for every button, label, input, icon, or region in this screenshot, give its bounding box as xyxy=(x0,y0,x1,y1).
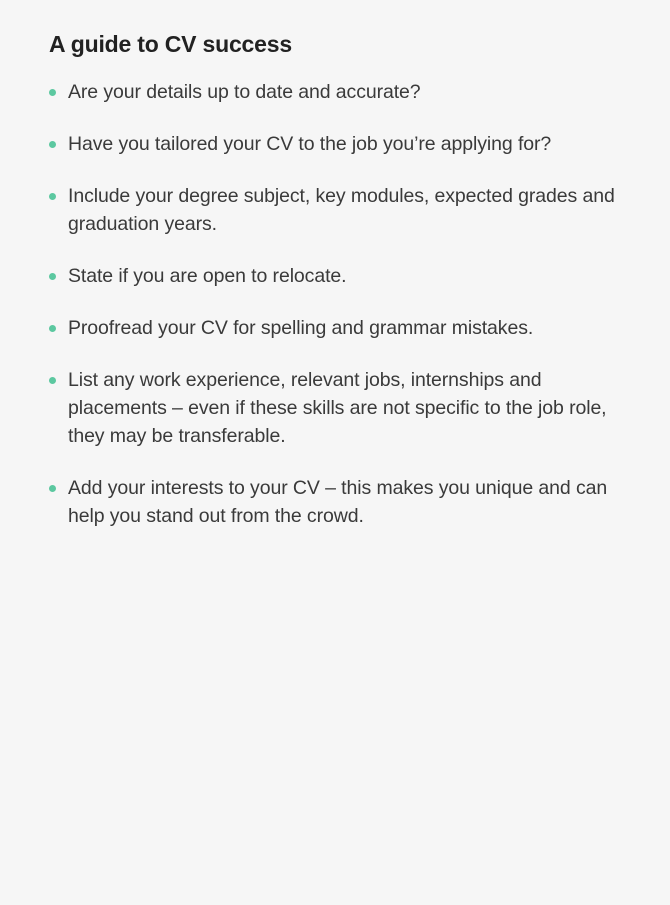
list-item xyxy=(49,78,638,106)
bullet-icon xyxy=(49,325,56,332)
list-item xyxy=(49,366,638,450)
bullet-icon xyxy=(49,193,56,200)
list-item xyxy=(49,130,638,158)
bullet-icon xyxy=(49,377,56,384)
item-text: Add your interests to your CV – this makes you unique and can help you stand out from the crowd. xyxy=(68,477,608,527)
tips-list xyxy=(49,78,630,530)
bullet-icon xyxy=(49,485,56,492)
list-item xyxy=(49,314,638,342)
page-title: A guide to CV success xyxy=(49,31,292,57)
item-text: Have you tailored your CV to the job you’re applying for? xyxy=(68,133,552,155)
list-item xyxy=(49,262,638,290)
list-item xyxy=(49,182,638,238)
item-text: Proofread your CV for spelling and grammar mistakes. xyxy=(68,317,534,339)
item-text: Are your details up to date and accurate? xyxy=(68,81,421,103)
item-text: Include your degree subject, key modules, expected grades and graduation years. xyxy=(68,185,615,235)
list-item xyxy=(49,474,638,530)
item-text: List any work experience, relevant jobs, internships and placements – even if these skills are not specific to the job role, they may be transferable. xyxy=(68,369,607,447)
item-text: State if you are open to relocate. xyxy=(68,265,347,287)
bullet-icon xyxy=(49,141,56,148)
bullet-icon xyxy=(49,273,56,280)
bullet-icon xyxy=(49,89,56,96)
